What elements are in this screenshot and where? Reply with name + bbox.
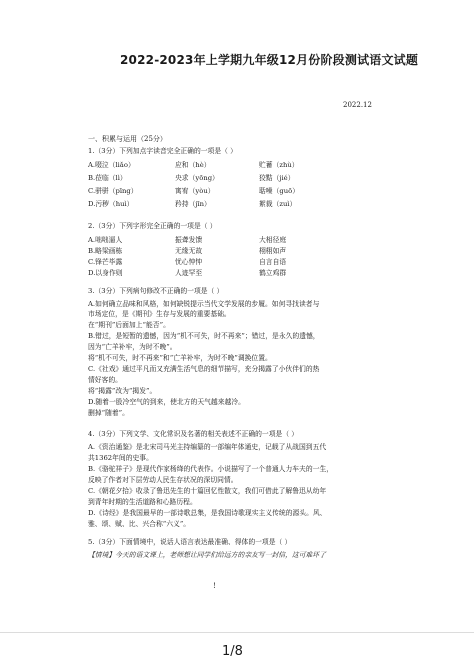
q4-line: B.《骆驼祥子》是现代作家杨绛的代表作。小说描写了一个普通人力车夫的一生，	[88, 465, 334, 473]
q1-option-c-1: C.骈骈（pīng）	[88, 187, 138, 195]
q4-line: 共1362年间的史事。	[88, 454, 153, 462]
section-heading: 一、积累与运用（25分）	[88, 135, 167, 143]
q4-line: C.《朝花夕拾》收录了鲁迅先生的十篇回忆性散文，我们可借此了解鲁迅从幼年	[88, 487, 327, 495]
q2-option-a-2: 振聋发馈	[175, 236, 203, 244]
q1-option-a-3: 贮蓄（zhù）	[259, 161, 299, 169]
q4-line: 到青年时期的生活道路和心路历程。	[88, 498, 197, 506]
q2-option-a-1: A.咄咄逼人	[88, 236, 123, 244]
document-title: 2022-2023年上学期九年级12月份阶段测试语文试题	[120, 53, 419, 67]
q2-option-c-2: 忧心忡忡	[175, 258, 203, 266]
q3-line: B.错过，是短暂的遗憾，因为“机不可失，时不再来”；错过，是永久的遗憾，	[88, 332, 320, 340]
q5-context: 【情境】今天的语文课上，老师想让同学们给远方的亲友写一封信，这可难坏了	[88, 551, 326, 559]
q2-option-b-3: 栩栩如声	[259, 247, 287, 255]
q4-line: 反映了作者对下层劳动人民生存状况的深切同情。	[88, 476, 238, 484]
q3-line: A.如何确立品味和风格，如何缺锐提示当代文学发展的步履。如何寻找读者与	[88, 300, 320, 308]
q3-line: 将“揭露”改为“揭发”。	[88, 387, 157, 395]
q3-line: 在“期刊”后面加上“能否”。	[88, 321, 170, 329]
q2-option-b-1: B.略梁画栋	[88, 247, 123, 255]
q3-line: 市场定位，是《期刊》生存与发展的重要基础。	[88, 310, 231, 318]
q1-option-d-2: 矜持（jīn）	[175, 200, 211, 208]
q2-option-b-2: 无缘无故	[175, 247, 203, 255]
q3-line: 将“机不可失，时不再来”和“亡羊补牢，为时不晚”调换位置。	[88, 354, 272, 362]
question-1-stem: 1.（3分）下列加点字读音完全正确的一项是（ ）	[88, 147, 237, 155]
q1-option-d-3: 絮裁（zuì）	[259, 200, 297, 208]
page-indicator: 1/8	[222, 644, 243, 659]
scan-mark: !	[213, 582, 216, 590]
q1-option-d-1: D.污秽（huì）	[88, 200, 134, 208]
q2-option-d-1: D.以身作则	[88, 269, 123, 277]
q1-option-c-3: 聒噪（guō）	[259, 187, 300, 195]
q2-option-c-3: 自言自语	[259, 258, 287, 266]
q3-line: D.随着一股冷空气的到来，使北方的天气越来越冷。	[88, 398, 245, 406]
exam-date: 2022.12	[343, 101, 372, 109]
q2-option-c-1: C.锋芒毕露	[88, 258, 123, 266]
question-4-stem: 4.（3分）下列文学、文化常识及名著的相关表述不正确的一项是（ ）	[88, 430, 299, 438]
q2-option-a-3: 大相径庭	[259, 236, 287, 244]
q4-line: A.《资治通鉴》是北宋司马光主持编纂的一部编年体通史，记载了从战国到五代	[88, 443, 327, 451]
question-2-stem: 2.（3分）下列字形完全正确的一项是（ ）	[88, 222, 217, 230]
question-5-stem: 5.（3分）下面情境中，说话人语言表达最准确、得体的一项是（ ）	[88, 538, 292, 546]
q1-option-b-1: B.莅临（lì）	[88, 174, 127, 182]
q2-option-d-3: 鹤立鸡群	[259, 269, 287, 277]
question-3-stem: 3.（3分）下列病句修改不正确的一项是（ ）	[88, 287, 224, 295]
q4-line: D.《诗经》是我国最早的一部诗歌总集，是我国诗歌现实主义传统的源头。风、	[88, 509, 327, 517]
page-divider	[0, 632, 474, 633]
q3-line: 删掉“随着”。	[88, 409, 129, 417]
q1-option-a-2: 应和（hè）	[175, 161, 211, 169]
q3-line: 因为“亡羊补牢，为时不晚”。	[88, 343, 177, 351]
q1-option-a-1: A.啜泣（liǎo）	[88, 161, 135, 169]
q3-line: 情好客的。	[88, 376, 122, 384]
q1-option-c-2: 寓宥（yòu）	[175, 187, 215, 195]
q2-option-d-2: 人迹罕至	[175, 269, 203, 277]
q1-option-b-2: 央求（yōng）	[175, 174, 219, 182]
q3-line: C.《社戏》通过平凡而又充满生活气息的细节描写，充分揭露了小伙伴们的热	[88, 365, 320, 373]
q4-line: 雅、颂、赋、比、兴合称“六义”。	[88, 520, 191, 528]
q1-option-b-3: 狡黠（jié）	[259, 174, 295, 182]
